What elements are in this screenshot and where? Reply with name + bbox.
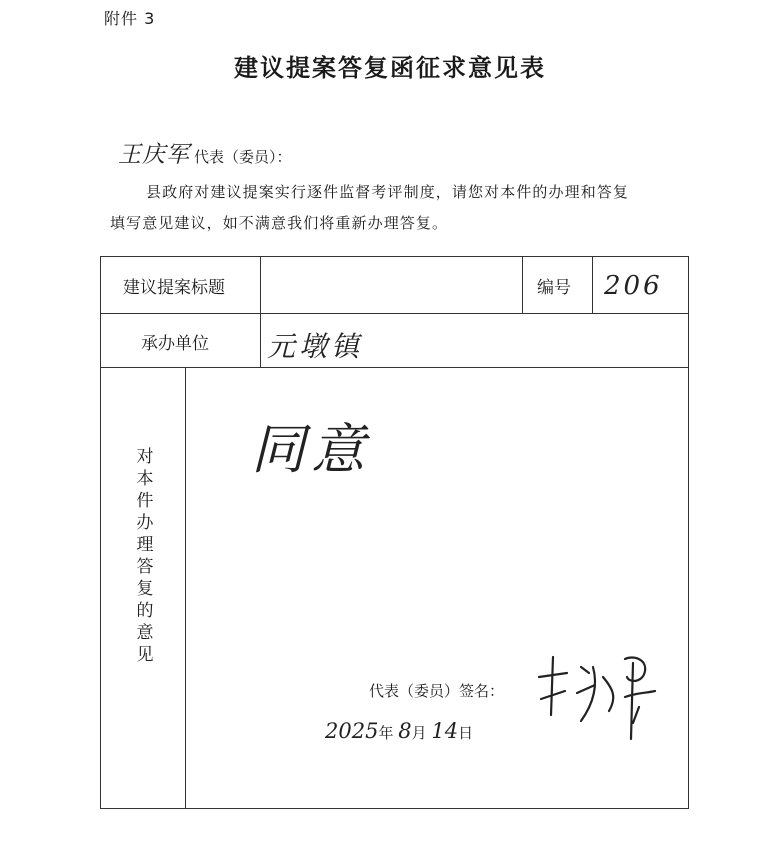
page-title: 建议提案答复函征求意见表 (234, 54, 546, 82)
opinion-handwritten: 同意 (251, 418, 371, 481)
date-line (325, 719, 473, 743)
salutation (118, 136, 292, 169)
letter-body-line-2: 填写意见建议，如不满意我们将重新办理答复。 (110, 214, 449, 232)
number-value: 206 (604, 271, 663, 301)
col-divider-number-label (522, 257, 523, 314)
letter-body-line-1: 县政府对建议提案实行逐件监督考评制度，请您对本件的办理和答复 (146, 183, 630, 201)
col-divider-number-value (592, 257, 593, 314)
date-year: 2025 (325, 719, 379, 743)
opinion-label-wrap (101, 447, 185, 727)
row-divider-1 (101, 313, 688, 314)
date-month-unit: 月 (411, 724, 427, 742)
opinion-label: 对本件办理答复的意见 (132, 447, 153, 667)
proposal-title-label: 建议提案标题 (123, 278, 225, 298)
col-divider-opinion (185, 367, 186, 808)
handwritten-signature (529, 637, 679, 747)
date-year-unit: 年 (378, 724, 394, 742)
salutation-suffix: 代表（委员）： (194, 148, 292, 166)
attachment-label: 附件 3 (104, 9, 156, 28)
opinion-form-table (100, 256, 689, 809)
date-day-unit: 日 (458, 724, 474, 742)
row-divider-2 (101, 367, 688, 368)
date-month: 8 (398, 719, 412, 743)
handling-unit-value: 元墩镇 (267, 330, 364, 363)
recipient-name: 王庆军 (118, 142, 190, 168)
number-label: 编号 (537, 278, 571, 298)
signature-label: 代表（委员）签名： (369, 682, 505, 700)
date-day: 14 (431, 719, 459, 743)
handling-unit-label: 承办单位 (141, 334, 209, 354)
col-divider-label (260, 257, 261, 368)
